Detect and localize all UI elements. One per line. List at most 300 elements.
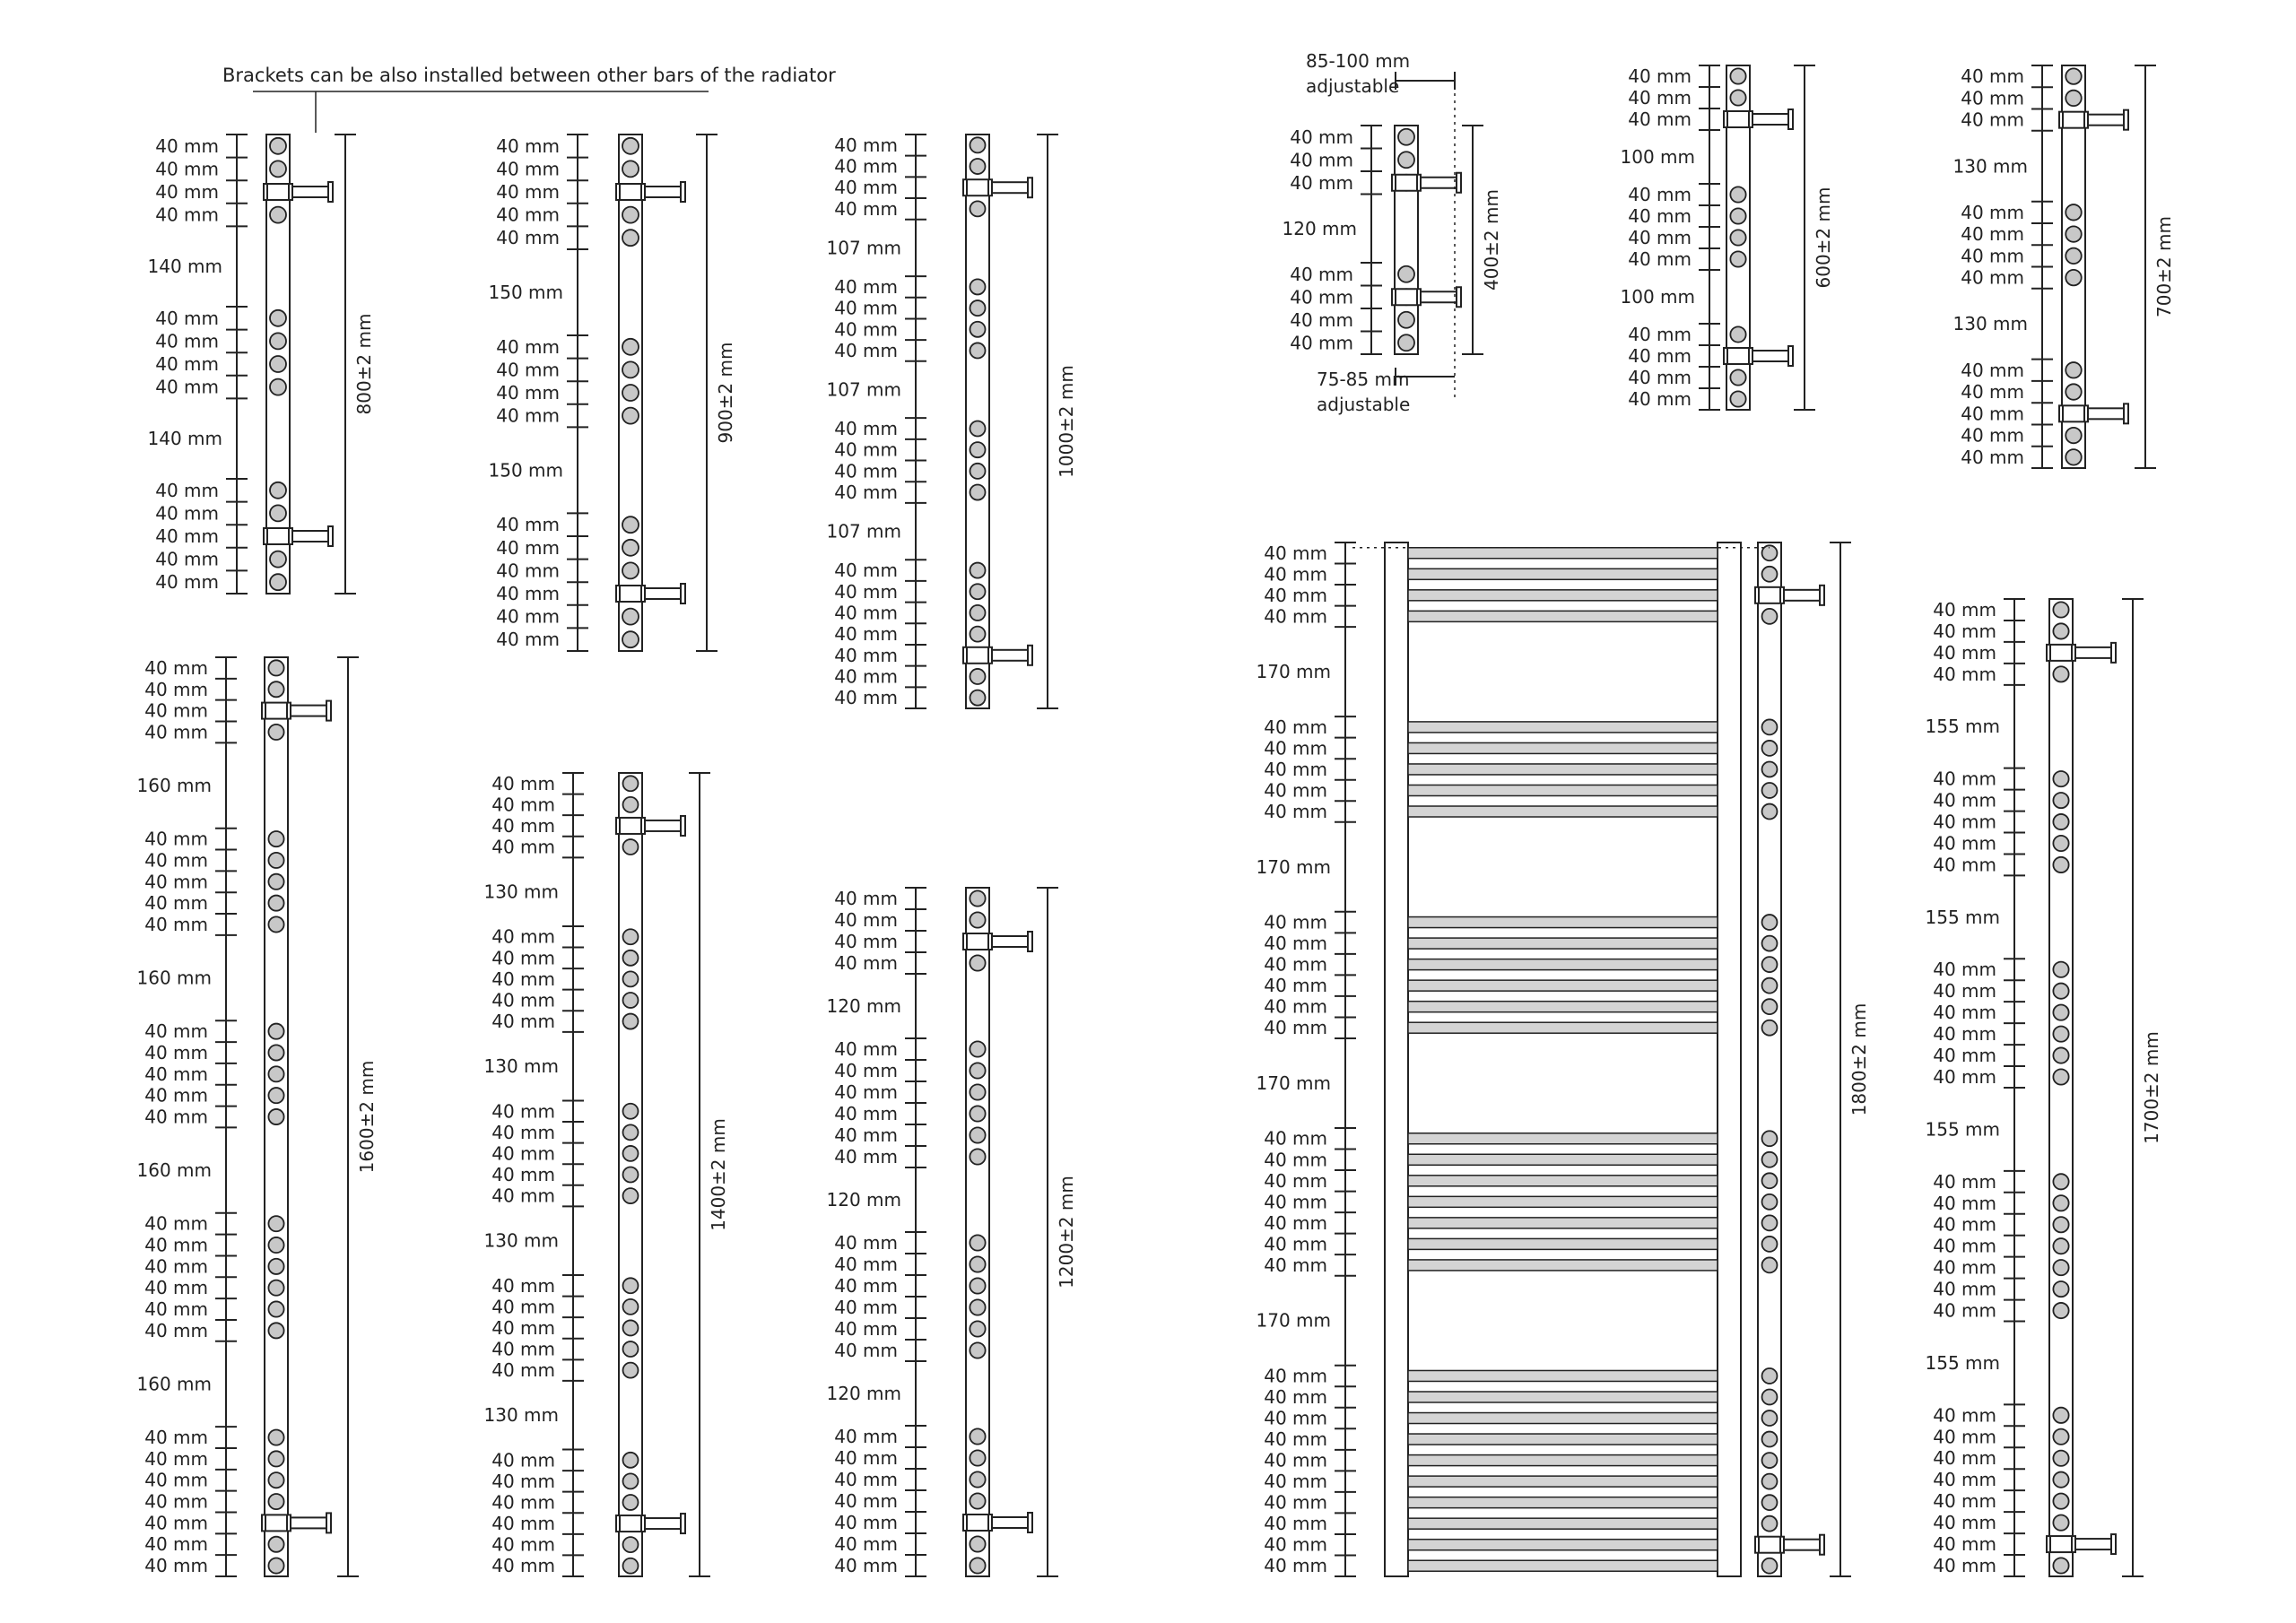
spacing-label: 40 mm — [491, 1338, 555, 1360]
spacing-label: 40 mm — [144, 1084, 208, 1107]
spacing-label: 40 mm — [834, 155, 898, 178]
bracket-plate — [1820, 1535, 1824, 1555]
spacing-label: 40 mm — [491, 1142, 555, 1165]
diagram-r700 — [1953, 65, 2176, 468]
spacing-label: 40 mm — [1264, 1428, 1327, 1451]
front-bar — [1408, 785, 1718, 795]
tube-section — [970, 1278, 985, 1293]
spacing-label: 40 mm — [1961, 381, 2024, 404]
tube-section — [970, 1321, 985, 1336]
total-height-label: 600±2 mm — [1813, 187, 1834, 289]
front-bar — [1408, 1176, 1718, 1186]
spacing-label: 40 mm — [1264, 953, 1327, 976]
spacing-label: 40 mm — [834, 644, 898, 666]
spacing-label: 40 mm — [1264, 1254, 1327, 1276]
spacing-label: 40 mm — [834, 623, 898, 646]
spacing-label: 40 mm — [1264, 1533, 1327, 1556]
tube-section — [2066, 204, 2081, 220]
spacing-label: 40 mm — [496, 605, 560, 628]
spacing-label: 40 mm — [144, 1020, 208, 1043]
tube-section — [970, 1063, 985, 1078]
bracket-plate — [1788, 346, 1793, 366]
total-height-label: 700±2 mm — [2153, 216, 2175, 317]
tube-section — [1730, 369, 1745, 385]
wall-bracket — [264, 526, 333, 546]
front-bar — [1408, 1370, 1718, 1381]
tube-section — [622, 516, 639, 533]
spacing-label: 40 mm — [144, 871, 208, 893]
tube-section — [270, 574, 286, 590]
wall-bracket — [616, 816, 685, 836]
tube-section — [622, 207, 639, 223]
spacing-label: 40 mm — [144, 678, 208, 700]
spacing-label: 40 mm — [155, 571, 219, 594]
tube-section — [1762, 1495, 1778, 1510]
spacing-label: 40 mm — [1961, 446, 2024, 468]
spacing-label: 40 mm — [834, 1469, 898, 1490]
tube-section — [1762, 1194, 1778, 1210]
tube-section — [1762, 1474, 1778, 1489]
bracket-plate — [681, 1514, 685, 1533]
spacing-label: 40 mm — [491, 1533, 555, 1556]
tube-section — [1730, 208, 1745, 223]
spacing-label: 40 mm — [1264, 1385, 1327, 1408]
spacing-label: 40 mm — [496, 181, 560, 203]
spacing-label: 40 mm — [834, 1124, 898, 1146]
front-bar — [1408, 959, 1718, 970]
tube-section — [268, 1045, 283, 1060]
tube-section — [623, 1363, 639, 1378]
spacing-label: 40 mm — [1290, 308, 1353, 331]
tube-section — [970, 627, 985, 642]
tube-section — [970, 1558, 985, 1573]
tube-section — [2053, 623, 2068, 638]
spacing-label: 40 mm — [834, 1038, 898, 1060]
spacing-label: 40 mm — [491, 1513, 555, 1535]
tube-section — [2053, 1217, 2068, 1232]
spacing-label: 40 mm — [155, 479, 219, 501]
spacing-label: 40 mm — [834, 318, 898, 341]
tube-section — [268, 1537, 283, 1552]
tube-section — [268, 1109, 283, 1124]
wall-bracket — [963, 646, 1032, 665]
spacing-label: 40 mm — [1628, 65, 1692, 87]
front-bar — [1408, 742, 1718, 753]
spacing-label: 40 mm — [144, 913, 208, 935]
spacing-label: 40 mm — [1961, 201, 2024, 223]
spacing-label: 40 mm — [1961, 223, 2024, 246]
spacing-label: 40 mm — [834, 909, 898, 931]
tube-section — [622, 230, 639, 246]
bracket-plate — [326, 701, 331, 721]
diagram-r1700 — [1926, 599, 2163, 1576]
spacing-label: 40 mm — [491, 1449, 555, 1471]
total-height-label: 1000±2 mm — [1056, 365, 1077, 478]
spacing-label: 40 mm — [1933, 1170, 1996, 1193]
tube-section — [622, 562, 639, 578]
tube-section — [970, 343, 985, 358]
tube-section — [970, 421, 985, 436]
spacing-label: 40 mm — [1264, 1149, 1327, 1171]
tube-section — [1762, 1558, 1778, 1574]
tube-section — [268, 1088, 283, 1103]
total-height-label: 1600±2 mm — [356, 1060, 378, 1174]
tube-section — [2053, 1303, 2068, 1318]
spacing-label: 40 mm — [1933, 1023, 1996, 1046]
spacing-label: 40 mm — [491, 947, 555, 969]
front-bar — [1408, 590, 1718, 601]
spacing-label: 40 mm — [1264, 605, 1327, 628]
spacing-label: 40 mm — [144, 699, 208, 722]
tube-section — [2053, 814, 2068, 829]
spacing-label: 40 mm — [1933, 1490, 1996, 1513]
tube-section — [2053, 1069, 2068, 1084]
tube-section — [970, 669, 985, 684]
front-bar — [1408, 938, 1718, 949]
tube-section — [2066, 449, 2081, 464]
bracket-plate — [1457, 287, 1461, 307]
spacing-label: 40 mm — [1264, 995, 1327, 1018]
bracket-arm — [1752, 114, 1790, 125]
front-bar — [1408, 1560, 1718, 1571]
gap-label: 170 mm — [1256, 1309, 1331, 1332]
spacing-label: 40 mm — [491, 1359, 555, 1382]
spacing-label: 40 mm — [1933, 811, 1996, 833]
tube-section — [623, 1188, 639, 1203]
gap-label: 155 mm — [1925, 716, 2000, 738]
tube-section — [970, 1106, 985, 1121]
diagram-r1400 — [484, 773, 730, 1576]
front-bar — [1408, 548, 1718, 559]
spacing-label: 40 mm — [496, 583, 560, 604]
tube-section — [1762, 1257, 1778, 1272]
spacing-label: 40 mm — [496, 404, 560, 427]
total-height-label: 400±2 mm — [1481, 189, 1502, 291]
tube-section — [622, 385, 639, 401]
spacing-label: 40 mm — [834, 888, 898, 909]
spacing-label: 40 mm — [1290, 149, 1353, 171]
gap-label: 120 mm — [826, 1189, 901, 1211]
tube-section — [1762, 1390, 1778, 1405]
spacing-label: 40 mm — [1933, 1533, 1996, 1556]
adjust-bottom-value: 75-85 mm — [1317, 369, 1410, 390]
spacing-label: 40 mm — [144, 656, 208, 679]
spacing-label: 40 mm — [1290, 263, 1353, 285]
spacing-label: 40 mm — [144, 1512, 208, 1534]
spacing-label: 40 mm — [1264, 975, 1327, 997]
bracket-plate — [1028, 1513, 1032, 1532]
spacing-label: 40 mm — [1933, 1426, 1996, 1448]
tube-section — [2053, 984, 2068, 999]
spacing-label: 40 mm — [834, 931, 898, 952]
tube-section — [623, 839, 639, 855]
spacing-label: 40 mm — [144, 892, 208, 915]
tube-section — [2053, 1515, 2068, 1530]
spacing-label: 40 mm — [1264, 1017, 1327, 1039]
spacing-label: 40 mm — [144, 1298, 208, 1321]
spacing-label: 40 mm — [491, 925, 555, 948]
spacing-label: 40 mm — [144, 1255, 208, 1278]
gap-label: 130 mm — [483, 1404, 559, 1427]
spacing-label: 40 mm — [1264, 584, 1327, 606]
bracket-plate — [681, 182, 685, 202]
gap-label: 140 mm — [147, 256, 222, 278]
gap-label: 130 mm — [483, 1229, 559, 1252]
spacing-label: 40 mm — [491, 1185, 555, 1207]
tube-section — [1730, 230, 1745, 245]
bracket-arm — [2075, 647, 2113, 658]
tube-section — [623, 1473, 639, 1488]
spacing-label: 40 mm — [155, 502, 219, 525]
adjust-top-word: adjustable — [1306, 75, 1400, 97]
gap-label: 160 mm — [136, 775, 212, 797]
tube-section — [623, 993, 639, 1008]
gap-label: 155 mm — [1925, 906, 2000, 928]
tube-section — [2053, 836, 2068, 851]
spacing-label: 40 mm — [1933, 641, 1996, 664]
tube-section — [623, 1558, 639, 1574]
wall-bracket — [2059, 110, 2128, 130]
bracket-plate — [2124, 110, 2128, 130]
tube-section — [2053, 1451, 2068, 1466]
bracket-arm — [645, 820, 683, 831]
gap-label: 107 mm — [826, 520, 901, 542]
tube-section — [970, 201, 985, 216]
tube-section — [1730, 90, 1745, 105]
spacing-label: 40 mm — [834, 1081, 898, 1103]
tube-section — [268, 874, 283, 890]
spacing-label: 40 mm — [1961, 87, 2024, 109]
spacing-label: 40 mm — [1933, 959, 1996, 981]
tube-section — [1730, 68, 1745, 83]
spacing-label: 40 mm — [496, 536, 560, 559]
spacing-label: 40 mm — [1264, 933, 1327, 955]
wall-bracket — [963, 178, 1032, 197]
tube-section — [970, 485, 985, 500]
bracket-arm — [645, 1518, 683, 1529]
tube-section — [2053, 1260, 2068, 1275]
gap-label: 160 mm — [136, 967, 212, 989]
spacing-label: 40 mm — [491, 989, 555, 1011]
spacing-label: 40 mm — [834, 580, 898, 603]
tube-section — [623, 1014, 639, 1029]
tube-section — [1398, 266, 1414, 282]
tube-section — [270, 482, 286, 499]
bracket-plate — [681, 584, 685, 603]
tube-section — [970, 605, 985, 621]
bracket-arm — [992, 1517, 1030, 1528]
tube-section — [268, 1024, 283, 1039]
tube-section — [623, 1341, 639, 1357]
spacing-label: 40 mm — [1264, 1471, 1327, 1493]
wall-bracket — [616, 182, 685, 202]
spacing-label: 40 mm — [834, 134, 898, 156]
bracket-arm — [992, 936, 1030, 947]
spacing-label: 40 mm — [1264, 911, 1327, 933]
spacing-label: 40 mm — [1933, 1404, 1996, 1427]
bracket-arm — [291, 706, 328, 716]
spacing-label: 40 mm — [1628, 324, 1692, 345]
tube-section — [970, 159, 985, 174]
tube-section — [623, 1167, 639, 1183]
spacing-label: 40 mm — [491, 1555, 555, 1577]
tube-section — [2053, 1195, 2068, 1211]
bracket-arm — [2088, 115, 2126, 126]
tube-section — [1762, 915, 1778, 930]
tube-section — [1762, 1516, 1778, 1532]
radiator-front-view — [1352, 542, 1770, 1576]
tube-section — [270, 310, 286, 326]
tube-section — [268, 1237, 283, 1253]
tube-section — [1762, 741, 1778, 756]
tube-section — [1730, 326, 1745, 342]
front-bar — [1408, 1002, 1718, 1012]
tube-section — [970, 1041, 985, 1056]
spacing-label: 40 mm — [1933, 1002, 1996, 1024]
gap-label: 120 mm — [826, 1383, 901, 1404]
spacing-label: 40 mm — [1628, 345, 1692, 367]
spacing-label: 40 mm — [491, 772, 555, 794]
front-bar — [1408, 1497, 1718, 1508]
spacing-label: 40 mm — [1264, 1233, 1327, 1255]
spacing-label: 40 mm — [834, 460, 898, 482]
bracket-plate — [1028, 178, 1032, 197]
bracket-arm — [992, 650, 1030, 661]
tube-section — [970, 1342, 985, 1358]
diagram-r900 — [489, 135, 737, 651]
spacing-label: 40 mm — [144, 721, 208, 743]
tube-section — [268, 1301, 283, 1316]
spacing-label: 40 mm — [144, 1277, 208, 1299]
tube-section — [623, 1299, 639, 1315]
gap-label: 130 mm — [1952, 155, 2028, 178]
spacing-label: 40 mm — [144, 1234, 208, 1256]
front-bar — [1408, 611, 1718, 621]
wall-bracket — [1755, 586, 1824, 605]
spacing-label: 40 mm — [834, 1512, 898, 1533]
total-height-label: 1200±2 mm — [1056, 1176, 1077, 1289]
front-bar — [1408, 1022, 1718, 1033]
bracket-arm — [1421, 178, 1458, 188]
spacing-label: 40 mm — [1628, 367, 1692, 388]
spacing-label: 40 mm — [155, 376, 219, 398]
installation-note-text: Brackets can be also installed between other bars of the radiator — [222, 65, 836, 86]
front-left-rail — [1385, 542, 1408, 1576]
front-bar — [1408, 1392, 1718, 1402]
tube-section — [270, 161, 286, 177]
spacing-label: 40 mm — [834, 1490, 898, 1512]
tube-section — [970, 137, 985, 152]
tube-section — [268, 1259, 283, 1274]
spacing-label: 40 mm — [144, 1427, 208, 1449]
spacing-label: 40 mm — [1933, 1299, 1996, 1322]
tube-section — [270, 505, 286, 521]
tube-section — [1398, 129, 1414, 145]
spacing-label: 40 mm — [1933, 1555, 1996, 1577]
tube-section — [970, 1149, 985, 1164]
tube-section — [270, 356, 286, 372]
tube-section — [970, 300, 985, 316]
tube-section — [623, 950, 639, 966]
spacing-label: 40 mm — [1264, 1449, 1327, 1471]
tube-section — [970, 464, 985, 479]
spacing-label: 40 mm — [1264, 1365, 1327, 1387]
spacing-label: 40 mm — [834, 1318, 898, 1340]
spacing-label: 40 mm — [1264, 737, 1327, 759]
tube-section — [622, 138, 639, 154]
tube-section — [1398, 152, 1414, 168]
spacing-label: 40 mm — [1264, 1169, 1327, 1192]
spacing-label: 40 mm — [491, 794, 555, 816]
spacing-label: 40 mm — [834, 1426, 898, 1447]
bracket-plate — [2124, 404, 2128, 423]
wall-bracket — [1755, 1535, 1824, 1555]
front-bar — [1408, 980, 1718, 991]
gap-label: 170 mm — [1256, 855, 1331, 878]
front-bar — [1408, 1260, 1718, 1271]
spacing-label: 40 mm — [834, 1103, 898, 1124]
spacing-label: 40 mm — [491, 1274, 555, 1297]
gap-label: 140 mm — [147, 428, 222, 450]
tube-section — [270, 138, 286, 154]
spacing-label: 40 mm — [491, 836, 555, 858]
front-bar — [1408, 1218, 1718, 1228]
spacing-label: 40 mm — [1933, 980, 1996, 1002]
tube-section — [1762, 1215, 1778, 1230]
diagram-r600 — [1621, 65, 1835, 410]
tube-section — [1398, 312, 1414, 328]
spacing-label: 40 mm — [1933, 1045, 1996, 1067]
spacing-label: 40 mm — [496, 158, 560, 180]
front-bar — [1408, 722, 1718, 733]
gap-label: 160 mm — [136, 1159, 212, 1182]
spacing-label: 40 mm — [144, 1212, 208, 1235]
spacing-label: 40 mm — [491, 1121, 555, 1143]
spacing-label: 40 mm — [155, 181, 219, 203]
tube-section — [1762, 999, 1778, 1014]
spacing-label: 40 mm — [1264, 542, 1327, 564]
tube-section — [1398, 334, 1414, 351]
bracket-arm — [1752, 351, 1790, 361]
tube-section — [970, 1493, 985, 1508]
bracket-plate — [1028, 646, 1032, 665]
tube-section — [623, 1537, 639, 1552]
tube-section — [2053, 1005, 2068, 1020]
tube-section — [1762, 1173, 1778, 1188]
gap-label: 160 mm — [136, 1373, 212, 1395]
spacing-label: 40 mm — [1264, 801, 1327, 823]
tube-section — [268, 1451, 283, 1466]
tube-section — [1762, 1368, 1778, 1384]
bracket-plate — [2111, 1534, 2116, 1554]
tube-section — [2053, 1174, 2068, 1189]
spacing-label: 40 mm — [155, 525, 219, 547]
spacing-label: 40 mm — [1264, 1491, 1327, 1514]
spacing-label: 40 mm — [1961, 424, 2024, 447]
spacing-label: 40 mm — [1933, 620, 1996, 642]
tube-section — [268, 1494, 283, 1509]
spacing-label: 40 mm — [1933, 1512, 1996, 1534]
tube-section — [622, 361, 639, 378]
diagram-r1600 — [137, 657, 378, 1576]
bracket-plate — [681, 816, 685, 836]
spacing-label: 40 mm — [491, 1316, 555, 1339]
spacing-label: 40 mm — [144, 1106, 208, 1128]
tube-section — [2066, 68, 2081, 83]
spacing-label: 40 mm — [1961, 359, 2024, 381]
bracket-plate — [1788, 109, 1793, 129]
tube-section — [622, 609, 639, 625]
